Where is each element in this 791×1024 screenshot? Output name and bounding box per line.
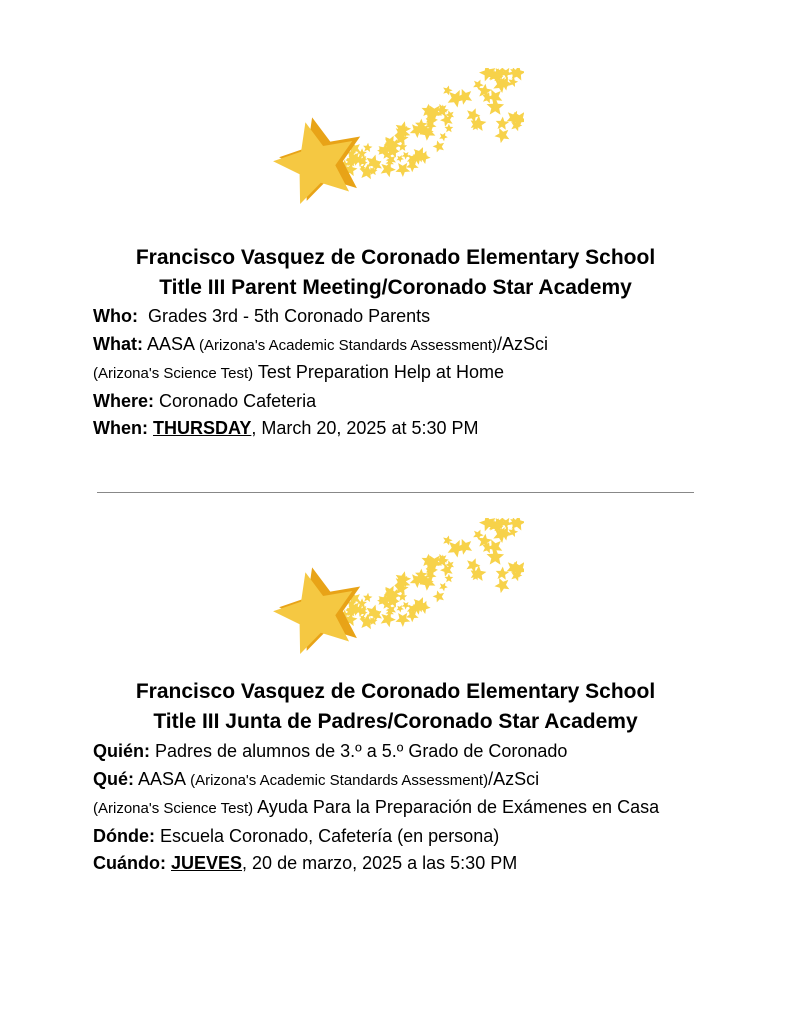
what-label: What: [93,333,143,354]
spanish-heading [0,677,791,737]
who-line [93,303,713,331]
azsci-note: (Arizona's Science Test) [93,365,254,382]
aasa-note: (Arizona's Academic Standards Assessment) [190,771,489,789]
when-line [93,850,713,878]
small-star-icon [495,128,510,143]
who-value: Grades 3rd - 5th Coronado Parents [148,306,431,326]
small-star-icon [496,117,509,130]
where-line [93,388,713,416]
shooting-stars-image [266,68,524,210]
small-star-icon [496,567,509,580]
meeting-title: Title III Parent Meeting/Coronado Star Academy [159,276,632,299]
small-star-icon [395,613,410,627]
what-label: Qué: [93,768,135,789]
english-details [93,303,713,443]
when-day: JUEVES [171,853,243,873]
divider [97,492,694,493]
small-star-icon [439,583,448,592]
who-value: Padres de alumnos de 3.º a 5.º Grado de Coronado [155,741,568,761]
aasa-note: (Arizona's Academic Standards Assessment) [199,336,498,354]
who-label: Quién: [93,741,150,761]
small-star-icon [398,142,408,151]
small-star-icon [433,591,445,603]
when-label: When: [93,418,148,438]
small-star-icon [495,578,510,593]
what-line [93,766,683,823]
azsci: /AzSci [488,768,540,789]
where-label: Dónde: [93,825,155,846]
aasa: AASA [138,768,186,789]
small-star-icon [398,592,408,601]
small-star-icon [402,602,410,610]
when-line [93,415,713,443]
small-star-icon [508,77,518,87]
azsci: /AzSci [497,333,549,354]
school-name: Francisco Vasquez de Coronado Elementary School [135,246,656,269]
small-star-icon [363,143,372,152]
who-label: Who: [93,306,138,326]
small-star-icon [433,141,445,153]
who-line [93,738,713,766]
school-name: Francisco Vasquez de Coronado Elementary School [135,680,656,703]
when-value: , 20 de marzo, 2025 a las 5:30 PM [242,853,518,873]
where-value: Escuela Coronado, Cafetería (en persona) [160,825,500,846]
aasa: AASA [147,333,195,354]
where-label: Where: [93,390,155,411]
english-heading [0,243,791,303]
what-line [93,331,713,388]
shooting-stars-image [266,518,524,660]
where-line [93,823,713,851]
small-star-icon [439,133,448,142]
what-value: Ayuda Para la Preparación de Exámenes en Casa [257,797,660,817]
small-star-icon [508,527,518,537]
when-value: , March 20, 2025 at 5:30 PM [251,418,479,438]
small-star-icon [395,163,410,177]
what-value: Test Preparation Help at Home [257,362,504,382]
small-star-icon [402,152,410,160]
small-star-icon [363,593,372,602]
spanish-details [93,738,713,878]
when-label: Cuándo: [93,853,166,873]
meeting-title: Title III Junta de Padres/Coronado Star Academy [153,710,638,733]
where-value: Coronado Cafeteria [159,390,317,411]
azsci-note: (Arizona's Science Test) [93,800,254,817]
when-day: THURSDAY [153,418,252,438]
